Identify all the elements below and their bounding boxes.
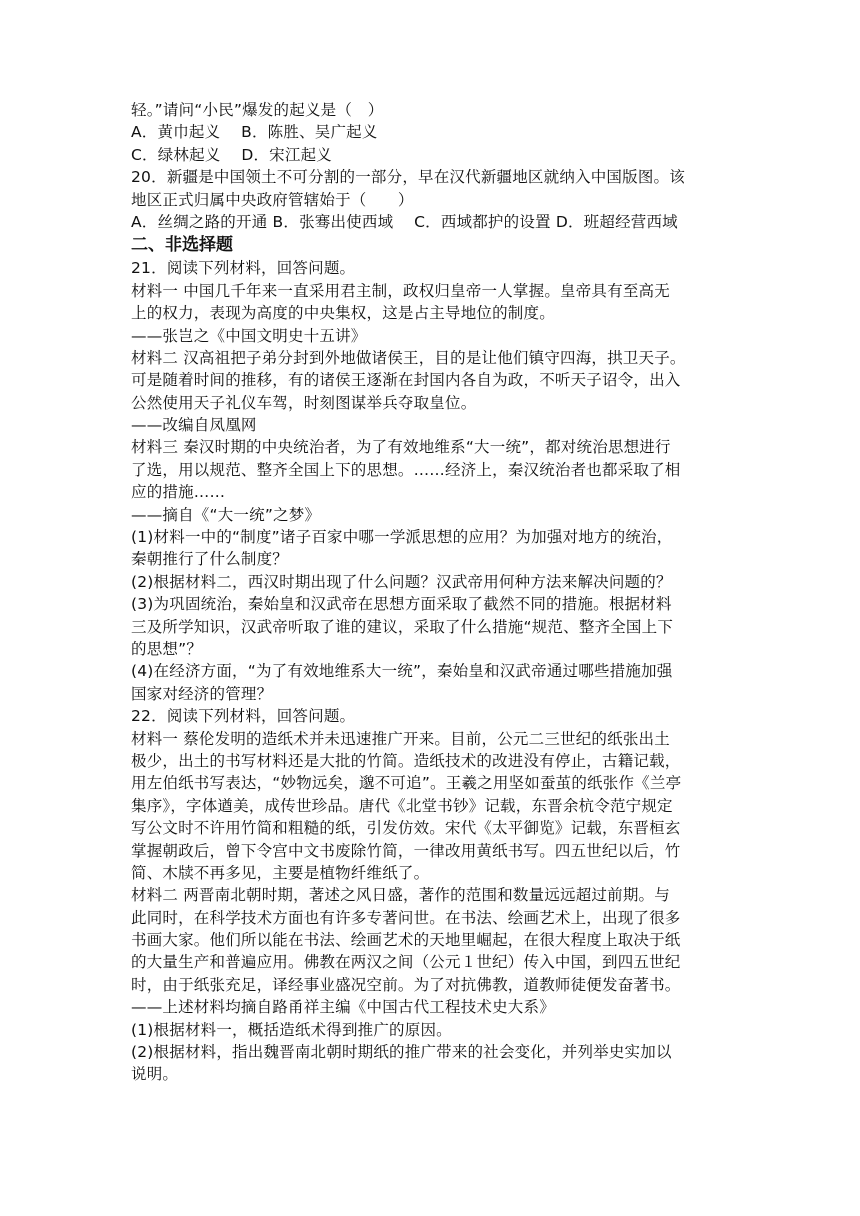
text-line: 集序》，字体遒美，成传世珍品。唐代《北堂书钞》记载，东晋余杭令范宁规定 xyxy=(131,796,673,815)
text-line: (4)在经济方面，“为了有效地维系大一统”，秦始皇和汉武帝通过哪些措施加强 xyxy=(131,662,673,681)
text-line: 时，由于纸张充足，译经事业盛况空前。为了对抗佛教，道教师徒便发奋著书。 xyxy=(131,975,681,994)
text-line: ——改编自凤凰网 xyxy=(131,416,257,435)
text-line: (3)为巩固统治，秦始皇和汉武帝在思想方面采取了截然不同的措施。根据材料 xyxy=(131,595,672,614)
text-line: 写公文时不许用竹简和粗糙的纸，引发仿效。宋代《太平御览》记载，东晋桓玄 xyxy=(131,819,681,838)
text-line: 简、木牍不再多见，主要是植物纤维纸了。 xyxy=(131,863,430,882)
text-line: 此同时，在科学技术方面也有许多专著问世。在书法、绘画艺术上，出现了很多 xyxy=(131,908,681,927)
text-line: A．黄巾起义 B．陈胜、吴广起义 xyxy=(131,123,378,142)
text-line: 国家对经济的管理？ xyxy=(131,684,273,703)
text-line: (2)根据材料二，西汉时期出现了什么问题？汉武帝用何种方法来解决问题的？ xyxy=(131,572,672,591)
text-line: 上的权力，表现为高度的中央集权，这是占主导地位的制度。 xyxy=(131,304,555,323)
text-line: 21．阅读下列材料，回答问题。 xyxy=(131,259,356,278)
text-line: 地区正式归属中央政府管辖始于（ ） xyxy=(131,190,414,209)
text-line: 材料一 蔡伦发明的造纸术并未迅速推广开来。目前，公元二三世纪的纸张出土 xyxy=(131,729,670,748)
text-line: 22．阅读下列材料，回答问题。 xyxy=(131,707,356,726)
text-line: 材料三 秦汉时期的中央统治者，为了有效地维系“大一统”，都对统治思想进行 xyxy=(131,438,671,457)
text-line: 应的措施…… xyxy=(131,483,226,502)
text-line: 的大量生产和普遍应用。佛教在两汉之间（公元１世纪）传入中国，到四五世纪 xyxy=(131,953,681,972)
text-line: (2)根据材料，指出魏晋南北朝时期纸的推广带来的社会变化，并列举史实加以 xyxy=(131,1043,672,1062)
text-line: 掌握朝政后，曾下令宫中文书废除竹简，一律改用黄纸书写。四五世纪以后，竹 xyxy=(131,841,681,860)
text-line: ——张岂之《中国文明史十五讲》 xyxy=(131,326,367,345)
text-line: (1)根据材料一，概括造纸术得到推广的原因。 xyxy=(131,1020,452,1039)
text-line: C．绿林起义 D．宋江起义 xyxy=(131,145,332,164)
text-line: 材料二 汉高祖把子弟分封到外地做诸侯王，目的是让他们镇守四海，拱卫天子。 xyxy=(131,348,686,367)
document-page xyxy=(131,99,731,1086)
text-line: 三及所学知识，汉武帝听取了谁的建议，采取了什么措施“规范、整齐全国上下 xyxy=(131,617,674,636)
text-line: 说明。 xyxy=(131,1065,179,1084)
question-19-20-block xyxy=(131,99,731,233)
question-21-22-block xyxy=(131,257,731,1085)
text-line: 了选，用以规范、整齐全国上下的思想。……经济上，秦汉统治者也都采取了相 xyxy=(131,460,681,479)
text-line: 轻。”请问“小民”爆发的起义是（ ） xyxy=(131,101,384,119)
text-line: 书画大家。他们所以能在书法、绘画艺术的天地里崛起，在很大程度上取决于纸 xyxy=(131,931,681,950)
text-line: 极少，出土的书写材料还是大批的竹简。造纸技术的改进没有停止，古籍记载， xyxy=(131,751,681,770)
text-line: 秦朝推行了什么制度？ xyxy=(131,550,289,569)
text-line: 用左伯纸书写表达，“妙物远矣，邈不可追”。王羲之用坚如蚕茧的纸张作《兰亭 xyxy=(131,774,682,793)
text-line: 可是随着时间的推移，有的诸侯王逐渐在封国内各自为政，不听天子诏令，出入 xyxy=(131,371,681,390)
section-heading: 二、非选择题 xyxy=(131,235,233,256)
text-line: 20．新疆是中国领土不可分割的一部分，早在汉代新疆地区就纳入中国版图。该 xyxy=(131,168,685,187)
text-line: ——摘自《“大一统”之梦》 xyxy=(131,505,321,524)
text-line: 材料二 两晋南北朝时期，著述之风日盛，著作的范围和数量远远超过前期。与 xyxy=(131,886,670,905)
text-line: ——上述材料均摘自路甬祥主编《中国古代工程技术史大系》 xyxy=(131,998,555,1017)
text-line: (1)材料一中的“制度”诸子百家中哪一学派思想的应用？为加强对地方的统治， xyxy=(131,528,673,547)
text-line: 的思想”？ xyxy=(131,639,203,658)
text-line: 材料一 中国几千年来一直采用君主制，政权归皇帝一人掌握。皇帝具有至高无 xyxy=(131,281,670,300)
text-line: 公然使用天子礼仪车驾，时刻图谋举兵夺取皇位。 xyxy=(131,393,477,412)
text-line: A．丝绸之路的开通 B．张骞出使西域 C．西域都护的设置 D．班超经营西域 xyxy=(131,212,678,231)
